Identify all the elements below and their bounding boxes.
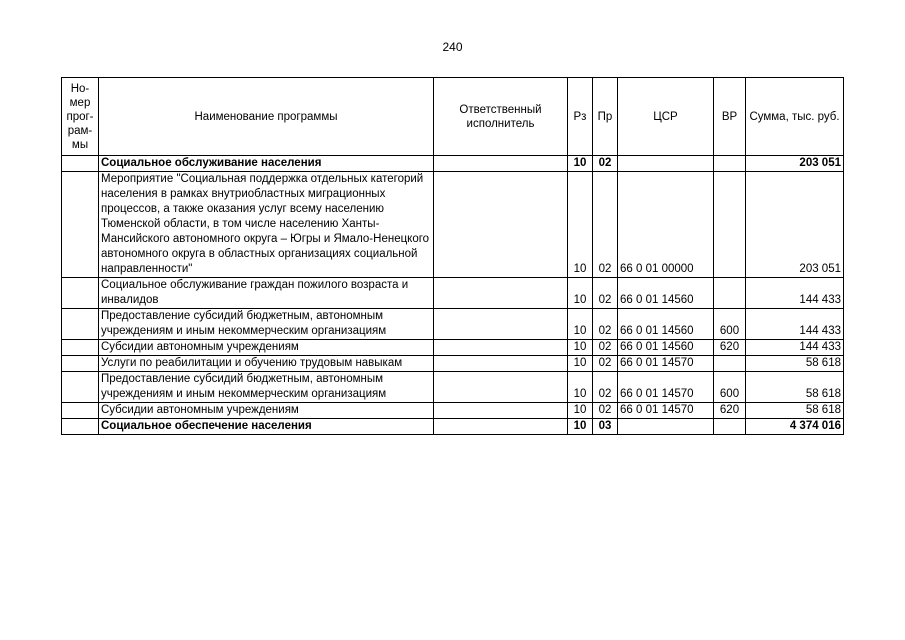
table-row bbox=[62, 356, 844, 372]
table-row bbox=[62, 309, 844, 340]
row-csr: 66 0 01 14560 bbox=[618, 309, 714, 340]
row-program-name: Услуги по реабилитации и обучению трудовым навыкам bbox=[99, 356, 434, 372]
row-pr: 02 bbox=[593, 156, 618, 172]
row-rz: 10 bbox=[568, 419, 593, 435]
row-csr: 66 0 01 14570 bbox=[618, 372, 714, 403]
row-csr bbox=[618, 156, 714, 172]
row-program-name: Субсидии автономным учреждениям bbox=[99, 403, 434, 419]
table-row bbox=[62, 278, 844, 309]
row-program-number bbox=[62, 340, 99, 356]
header-rz: Рз bbox=[568, 78, 593, 156]
row-program-name: Социальное обслуживание граждан пожилого возраста и инвалидов bbox=[99, 278, 434, 309]
row-pr: 02 bbox=[593, 372, 618, 403]
table-row bbox=[62, 419, 844, 435]
row-sum: 4 374 016 bbox=[746, 419, 844, 435]
header-vr: ВР bbox=[714, 78, 746, 156]
row-sum: 144 433 bbox=[746, 309, 844, 340]
row-rz: 10 bbox=[568, 356, 593, 372]
table-row bbox=[62, 156, 844, 172]
header-csr: ЦСР bbox=[618, 78, 714, 156]
row-sum: 144 433 bbox=[746, 278, 844, 309]
row-vr bbox=[714, 419, 746, 435]
row-pr: 03 bbox=[593, 419, 618, 435]
table-row bbox=[62, 340, 844, 356]
row-program-name: Субсидии автономным учреждениям bbox=[99, 340, 434, 356]
budget-table bbox=[61, 77, 844, 435]
row-vr bbox=[714, 156, 746, 172]
row-csr: 66 0 01 14570 bbox=[618, 356, 714, 372]
row-rz: 10 bbox=[568, 309, 593, 340]
row-program-number bbox=[62, 372, 99, 403]
row-rz: 10 bbox=[568, 156, 593, 172]
row-sum: 144 433 bbox=[746, 340, 844, 356]
row-responsible bbox=[434, 403, 568, 419]
row-pr: 02 bbox=[593, 278, 618, 309]
row-rz: 10 bbox=[568, 403, 593, 419]
row-responsible bbox=[434, 309, 568, 340]
row-responsible bbox=[434, 372, 568, 403]
row-program-name: Социальное обслуживание населения bbox=[99, 156, 434, 172]
row-program-name: Социальное обеспечение населения bbox=[99, 419, 434, 435]
row-rz: 10 bbox=[568, 372, 593, 403]
row-responsible bbox=[434, 172, 568, 278]
row-program-number bbox=[62, 172, 99, 278]
row-program-number bbox=[62, 309, 99, 340]
row-responsible bbox=[434, 340, 568, 356]
row-pr: 02 bbox=[593, 340, 618, 356]
row-rz: 10 bbox=[568, 278, 593, 309]
row-csr bbox=[618, 419, 714, 435]
row-pr: 02 bbox=[593, 356, 618, 372]
row-responsible bbox=[434, 278, 568, 309]
row-vr bbox=[714, 356, 746, 372]
row-vr bbox=[714, 172, 746, 278]
row-pr: 02 bbox=[593, 309, 618, 340]
row-pr: 02 bbox=[593, 172, 618, 278]
row-program-number bbox=[62, 356, 99, 372]
header-sum: Сумма, тыс. руб. bbox=[746, 78, 844, 156]
row-csr: 66 0 01 14560 bbox=[618, 278, 714, 309]
row-program-number bbox=[62, 278, 99, 309]
table-row bbox=[62, 172, 844, 278]
row-sum: 58 618 bbox=[746, 403, 844, 419]
row-program-number bbox=[62, 156, 99, 172]
header-row bbox=[62, 78, 844, 156]
row-sum: 203 051 bbox=[746, 172, 844, 278]
page-number: 240 bbox=[442, 40, 463, 54]
row-responsible bbox=[434, 156, 568, 172]
row-vr: 620 bbox=[714, 403, 746, 419]
header-program-name: Наименование программы bbox=[99, 78, 434, 156]
row-sum: 58 618 bbox=[746, 372, 844, 403]
row-csr: 66 0 01 14560 bbox=[618, 340, 714, 356]
row-responsible bbox=[434, 419, 568, 435]
table-row bbox=[62, 403, 844, 419]
row-rz: 10 bbox=[568, 340, 593, 356]
row-sum: 58 618 bbox=[746, 356, 844, 372]
row-rz: 10 bbox=[568, 172, 593, 278]
row-program-number bbox=[62, 419, 99, 435]
row-program-number bbox=[62, 403, 99, 419]
header-pr: Пр bbox=[593, 78, 618, 156]
row-program-name: Предоставление субсидий бюджетным, автономным учреждениям и иным некоммерческим организациям bbox=[99, 372, 434, 403]
row-vr: 600 bbox=[714, 372, 746, 403]
header-responsible: Ответственный исполнитель bbox=[434, 78, 568, 156]
row-vr bbox=[714, 278, 746, 309]
row-program-name: Мероприятие "Социальная поддержка отдельных категорий населения в рамках внутриобластных миграционных процессов, а также оказания услуг всему населению Тюменской области, в том числе населению Ханты-Мансийского автономного округа – Югры и Ямало-Ненецкого автономного округа в областных организациях социальной направленности" bbox=[99, 172, 434, 278]
row-pr: 02 bbox=[593, 403, 618, 419]
row-vr: 620 bbox=[714, 340, 746, 356]
header-program-number: Но- мер прог- рам- мы bbox=[62, 78, 99, 156]
row-program-name: Предоставление субсидий бюджетным, автономным учреждениям и иным некоммерческим организациям bbox=[99, 309, 434, 340]
row-sum: 203 051 bbox=[746, 156, 844, 172]
row-csr: 66 0 01 14570 bbox=[618, 403, 714, 419]
row-responsible bbox=[434, 356, 568, 372]
table-row bbox=[62, 372, 844, 403]
row-csr: 66 0 01 00000 bbox=[618, 172, 714, 278]
row-vr: 600 bbox=[714, 309, 746, 340]
